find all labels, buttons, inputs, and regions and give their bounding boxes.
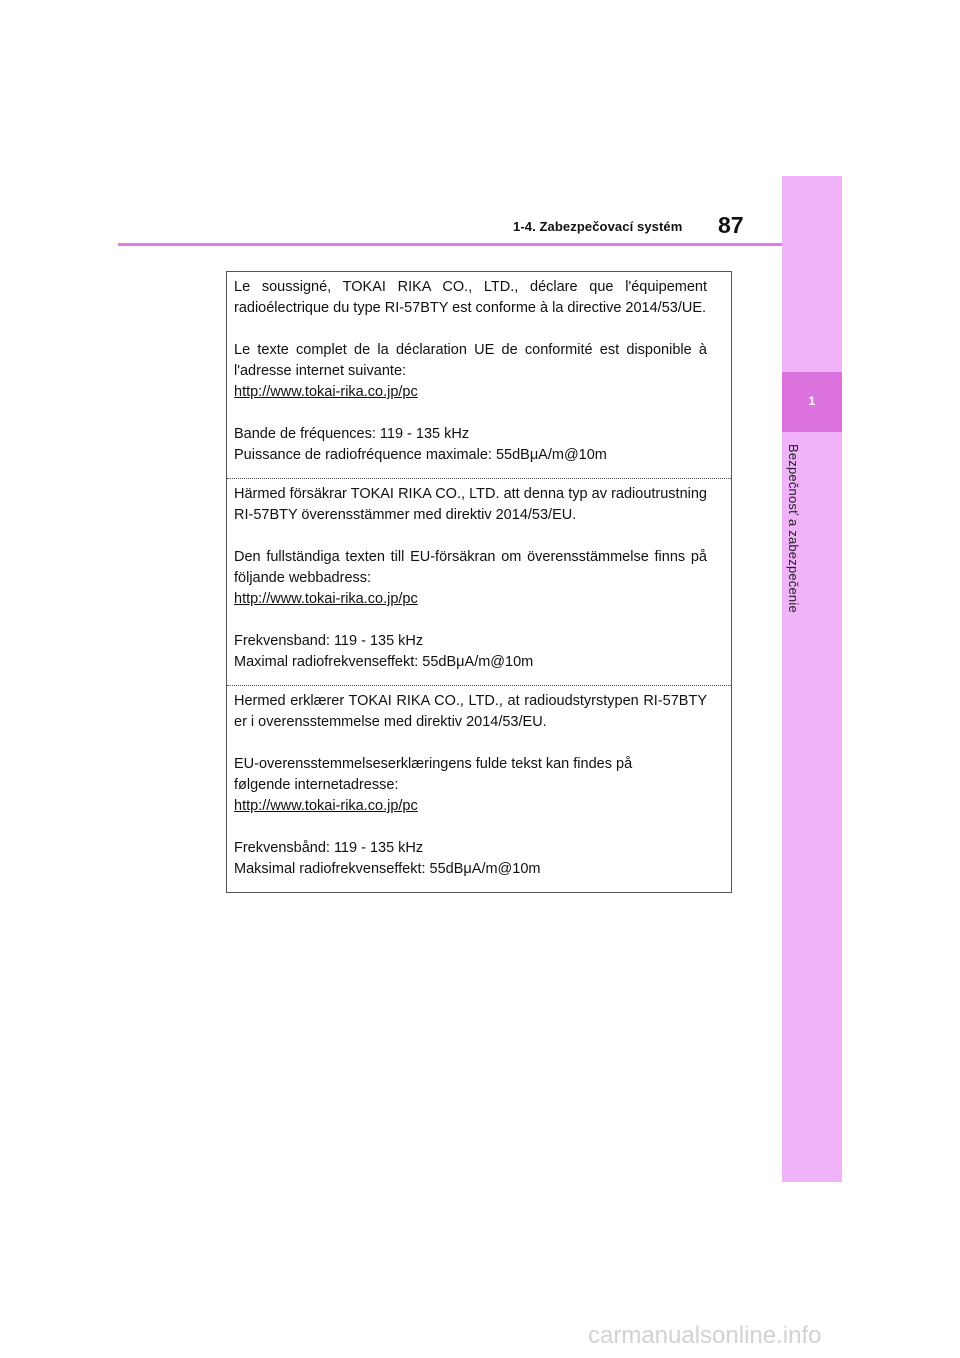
max-power: Maksimal radiofrekvenseffekt: 55dBμA/m@10m [234,861,541,877]
frequency-band: Frekvensband: 119 - 135 kHz [234,633,424,649]
declaration-statement: Hermed erklærer TOKAI RIKA CO., LTD., at radioudstyrstypen RI-57BTY er i overensstemmelse med direktiv 2014/53/EU. [234,693,707,730]
section-title: 1-4. Zabezpečovací systém [513,219,683,234]
chapter-number: 1 [808,394,816,408]
page-number: 87 [718,212,744,238]
frequency-band: Frekvensbånd: 119 - 135 kHz [234,840,424,856]
declaration-swedish [227,478,731,685]
declaration-availability-line1: EU-overensstemmelseserklæringens fulde tekst kan findes på [234,756,633,772]
declaration-availability: Le texte complet de la déclaration UE de conformité est disponible à l'adresse internet suivante: [234,342,707,379]
declaration-statement: Le soussigné, TOKAI RIKA CO., LTD., déclare que l'équipement radioélectrique du type RI-57BTY est conforme à la directive 2014/53/UE. [234,279,707,316]
declaration-link[interactable]: http://www.tokai-rika.co.jp/pc [234,591,418,607]
declaration-box [226,271,732,893]
declaration-danish [227,685,731,892]
declaration-availability-line2: følgende internetadresse: [234,777,399,793]
chapter-side-tab [782,176,842,1182]
frequency-band: Bande de fréquences: 119 - 135 kHz [234,426,470,442]
declaration-link[interactable]: http://www.tokai-rika.co.jp/pc [234,384,418,400]
declaration-statement: Härmed försäkrar TOKAI RIKA CO., LTD. att denna typ av radioutrustning RI-57BTY överensstämmer med direktiv 2014/53/EU. [234,486,707,523]
declaration-availability: Den fullständiga texten till EU-försäkran om överensstämmelse finns på följande webbadress: [234,549,707,586]
declaration-link[interactable]: http://www.tokai-rika.co.jp/pc [234,798,418,814]
header-rule [118,243,782,246]
declaration-french [227,272,731,478]
chapter-title: Bezpečnosť a zabezpečenie [786,444,801,613]
max-power: Puissance de radiofréquence maximale: 55dBμA/m@10m [234,447,607,463]
watermark: carmanualsonline.info [588,1322,822,1349]
max-power: Maximal radiofrekvenseffekt: 55dBμA/m@10m [234,654,534,670]
